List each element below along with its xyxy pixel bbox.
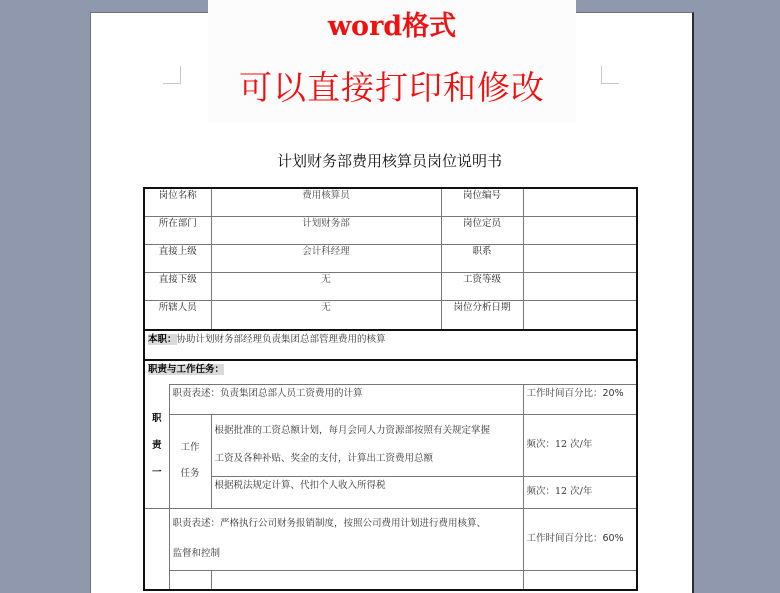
duty-one-label: 职 责 一	[144, 384, 169, 508]
task-label	[169, 570, 211, 590]
main-duty-row	[144, 330, 637, 360]
task-row	[144, 414, 637, 476]
task-description[interactable]: 根据批准的工资总额计划，每月会同人力资源部按照有关规定掌握 工资及各种补贴、奖金的支付，计算出工资费用总额	[211, 414, 523, 476]
info-value[interactable]	[523, 216, 637, 244]
duty-two-task-row	[144, 570, 637, 590]
banner-line-2: 可以直接打印和修改	[239, 68, 545, 107]
info-value[interactable]: 会计科经理	[211, 244, 441, 272]
info-label: 职系	[441, 244, 523, 272]
info-label: 直接下级	[144, 272, 211, 300]
info-label: 所在部门	[144, 216, 211, 244]
duty-two-description[interactable]: 职责表述：严格执行公司财务报销制度，按照公司费用计划进行费用核算、 监督和控制	[169, 508, 523, 570]
info-value[interactable]: 无	[211, 272, 441, 300]
info-value[interactable]: 计划财务部	[211, 216, 441, 244]
task-label: 工作 任务	[169, 414, 211, 508]
info-label: 工资等级	[441, 272, 523, 300]
info-value[interactable]: 无	[211, 300, 441, 330]
info-label: 所辖人员	[144, 300, 211, 330]
info-value[interactable]: 费用核算员	[211, 188, 441, 216]
info-label: 岗位定员	[441, 216, 523, 244]
task-row	[144, 476, 637, 508]
task-frequency: 频次：12 次/年	[523, 414, 637, 476]
duty-two-label	[144, 508, 169, 590]
duty-two-description-row	[144, 508, 637, 570]
info-row	[144, 188, 637, 216]
margin-corner-mark-left	[163, 66, 181, 84]
info-value[interactable]	[523, 244, 637, 272]
info-row	[144, 300, 637, 330]
task-description[interactable]: 根据税法规定计算、代扣个人收入所得税	[211, 476, 523, 508]
info-row	[144, 244, 637, 272]
info-value[interactable]	[523, 188, 637, 216]
banner-line-1: word格式	[327, 11, 457, 42]
info-label: 岗位名称	[144, 188, 211, 216]
main-duty-label: 本职：	[148, 334, 177, 345]
task-description[interactable]	[211, 570, 523, 590]
responsibilities-heading: 职责与工作任务：	[148, 364, 225, 375]
info-label: 岗位编号	[441, 188, 523, 216]
info-row	[144, 216, 637, 244]
info-label: 岗位分析日期	[441, 300, 523, 330]
info-value[interactable]	[523, 300, 637, 330]
duty-one-time-pct: 工作时间百分比：20%	[523, 384, 637, 414]
job-description-table	[143, 187, 638, 591]
info-value[interactable]	[523, 272, 637, 300]
duty-two-time-pct: 工作时间百分比：60%	[523, 508, 637, 570]
task-frequency	[523, 570, 637, 590]
info-label: 直接上级	[144, 244, 211, 272]
main-duty-text[interactable]: 协助计划财务部经理负责集团总部管理费用的核算	[176, 334, 386, 345]
task-frequency: 频次：12 次/年	[523, 476, 637, 508]
margin-corner-mark-right	[601, 66, 619, 84]
info-row	[144, 272, 637, 300]
duty-one-description[interactable]: 职责表述：负责集团总部人员工资费用的计算	[169, 384, 523, 414]
duty-one-description-row	[144, 384, 637, 414]
responsibilities-heading-row	[144, 360, 637, 384]
document-title: 计划财务部费用核算员岗位说明书	[276, 152, 502, 170]
